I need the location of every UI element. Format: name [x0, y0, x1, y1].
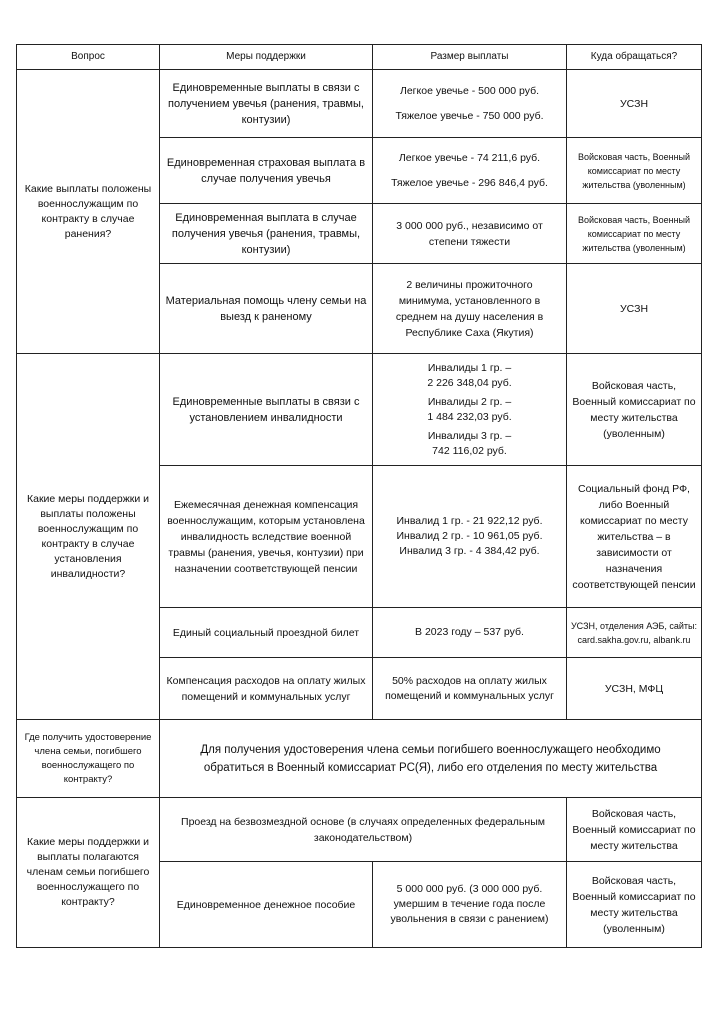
- support-measures-table: [16, 44, 702, 948]
- question-family: Какие меры поддержки и выплаты полагаются членам семьи погибшего военнослужащего по контракту?: [17, 798, 160, 948]
- header-question: Вопрос: [17, 45, 160, 70]
- amount-cell: [373, 70, 567, 138]
- header-where: Куда обращаться?: [567, 45, 702, 70]
- question-disability: Какие меры поддержки и выплаты положены военнослужащим по контракту в случае установления инвалидности?: [17, 354, 160, 720]
- table-row: [17, 798, 702, 862]
- header-row: [17, 45, 702, 70]
- measure-cell: Единовременное денежное пособие: [160, 862, 373, 948]
- measure-cell: Единовременные выплаты в связи с получением увечья (ранения, травмы, контузии): [160, 70, 373, 138]
- measure-cell: Ежемесячная денежная компенсация военнослужащим, которым установлена инвалидность вследствие военной травмы (ранения, увечья, контузии) при назначении соответствующей пенсии: [160, 466, 373, 608]
- amount-line: Инвалиды 3 гр. –: [427, 429, 512, 442]
- amount-line: Тяжелое увечье - 296 846,4 руб.: [391, 177, 548, 189]
- amount-line: Инвалиды 1 гр. –: [427, 361, 512, 374]
- amount-cell: 3 000 000 руб., независимо от степени тяжести: [373, 204, 567, 264]
- measure-cell: Материальная помощь члену семьи на выезд к раненому: [160, 264, 373, 354]
- where-cell: Войсковая часть, Военный комиссариат по месту жительства: [567, 798, 702, 862]
- amount-cell: В 2023 году – 537 руб.: [373, 608, 567, 658]
- table-row: [17, 354, 702, 466]
- amount-line: Легкое увечье - 500 000 руб.: [399, 85, 540, 97]
- amount-cell: 50% расходов на оплату жилых помещений и коммунальных услуг: [373, 658, 567, 720]
- amount-line: Инвалиды 2 гр. –: [427, 395, 512, 408]
- amount-line: Инвалид 2 гр. - 10 961,05 руб.: [396, 530, 543, 542]
- question-certificate: Где получить удостоверение члена семьи, погибшего военнослужащего по контракту?: [17, 720, 160, 798]
- amount-cell: [373, 466, 567, 608]
- where-cell: УСЗН, отделения АЭБ, сайты: card.sakha.gov.ru, albank.ru: [567, 608, 702, 658]
- where-cell: Войсковая часть, Военный комиссариат по месту жительства (уволенным): [567, 138, 702, 204]
- measure-cell: Проезд на безвозмездной основе (в случаях определенных федеральным законодательством): [160, 798, 567, 862]
- table-row: [17, 720, 702, 798]
- table-row: [17, 70, 702, 138]
- measure-cell: Единовременная страховая выплата в случае получения увечья: [160, 138, 373, 204]
- amount-line: Легкое увечье - 74 211,6 руб.: [398, 152, 541, 164]
- measure-cell: Единовременная выплата в случае получения увечья (ранения, травмы, контузии): [160, 204, 373, 264]
- where-cell: Войсковая часть, Военный комиссариат по месту жительства (уволенным): [567, 862, 702, 948]
- amount-line: 2 226 348,04 руб.: [427, 376, 512, 389]
- amount-cell: 5 000 000 руб. (3 000 000 руб. умершим в течение года после увольнения в связи с ранением): [373, 862, 567, 948]
- amount-cell: 2 величины прожиточного минимума, установленного в среднем на душу населения в Республике Саха (Якутия): [373, 264, 567, 354]
- amount-line: Инвалид 1 гр. - 21 922,12 руб.: [396, 515, 543, 527]
- amount-cell: [373, 354, 567, 466]
- header-amount: Размер выплаты: [373, 45, 567, 70]
- where-cell: УСЗН: [567, 264, 702, 354]
- question-injury: Какие выплаты положены военнослужащим по контракту в случае ранения?: [17, 70, 160, 354]
- amount-cell: [373, 138, 567, 204]
- amount-line: Инвалид 3 гр. - 4 384,42 руб.: [399, 545, 540, 557]
- header-measures: Меры поддержки: [160, 45, 373, 70]
- measure-cell: Компенсация расходов на оплату жилых помещений и коммунальных услуг: [160, 658, 373, 720]
- measure-cell: Единовременные выплаты в связи с установлением инвалидности: [160, 354, 373, 466]
- measure-cell: Единый социальный проездной билет: [160, 608, 373, 658]
- amount-line: 742 116,02 руб.: [432, 444, 507, 457]
- where-cell: УСЗН, МФЦ: [567, 658, 702, 720]
- where-cell: Войсковая часть, Военный комиссариат по месту жительства (уволенным): [567, 354, 702, 466]
- where-cell: Войсковая часть, Военный комиссариат по месту жительства (уволенным): [567, 204, 702, 264]
- amount-line: Тяжелое увечье - 750 000 руб.: [395, 110, 544, 122]
- where-cell: УСЗН: [567, 70, 702, 138]
- amount-line: 1 484 232,03 руб.: [427, 410, 512, 423]
- where-cell: Социальный фонд РФ, либо Военный комиссариат по месту жительства – в зависимости от назначения соответствующей пенсии: [567, 466, 702, 608]
- certificate-info: Для получения удостоверения члена семьи погибшего военнослужащего необходимо обратиться в Военный комиссариат РС(Я), либо его отделения по месту жительства: [160, 720, 702, 798]
